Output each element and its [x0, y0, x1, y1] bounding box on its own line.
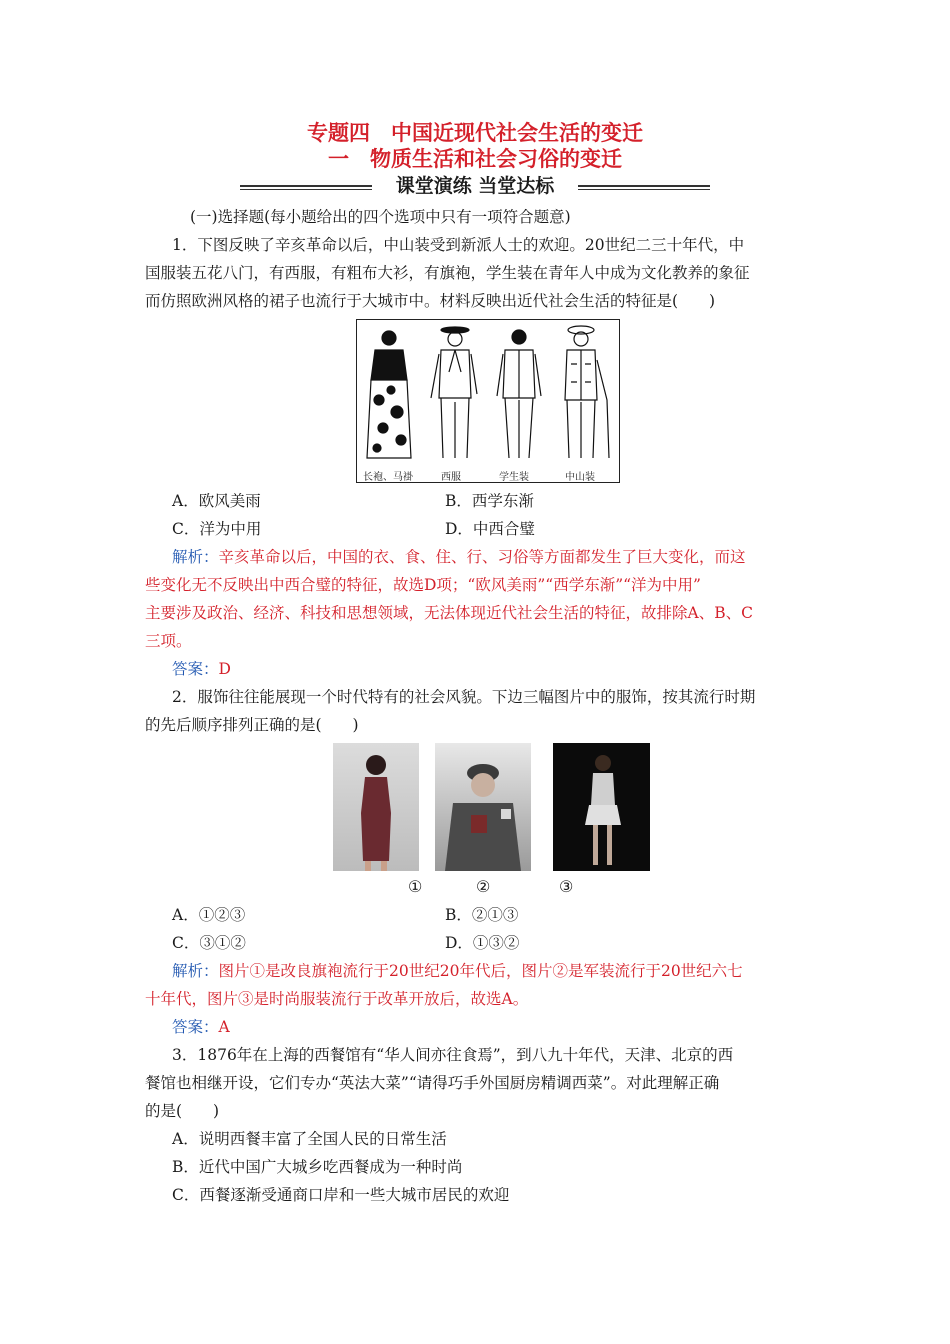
q1-line-1: 1．下图反映了辛亥革命以后，中山装受到新派人士的欢迎。20世纪二三十年代，中: [172, 236, 745, 254]
q1-option-a: A．欧风美雨: [172, 492, 261, 510]
q2-option-d: D．①③②: [445, 934, 520, 952]
photo-fashion: [553, 743, 650, 871]
banner-text: 课堂演练 当堂达标: [395, 175, 555, 197]
photo-number-1: ①: [408, 877, 423, 896]
military-figure-drawing: [435, 743, 531, 871]
figure-western-suit: [431, 327, 477, 458]
photo-military-uniform: [435, 743, 531, 871]
q2-analysis-label: 解析：: [172, 962, 219, 980]
q2-option-b: B．②①③: [445, 906, 519, 924]
photo-number-2: ②: [476, 877, 491, 896]
q1-analysis-line-2: 些变化无不反映出中西合璧的特征，故选D项；“欧风美雨”“西学东渐”“洋为中用”: [145, 576, 701, 594]
q1-line-2: 国服装五花八门，有西服，有粗布大衫，有旗袍，学生装在青年人中成为文化教养的象征: [145, 264, 750, 282]
clothing-figures-drawing: [357, 320, 619, 466]
q2-answer: [172, 1013, 810, 1041]
q2-answer-label: 答案：: [172, 1018, 219, 1036]
q1-answer: [172, 655, 810, 683]
q3-option-a: A．说明西餐丰富了全国人民的日常生活: [172, 1130, 447, 1148]
q2-analysis-text-1: 图片①是改良旗袍流行于20世纪20年代后，图片②是军装流行于20世纪六七: [218, 962, 743, 980]
banner-rule-left: [240, 185, 372, 187]
q3-line-3: 的是( ): [145, 1102, 220, 1120]
q3-option-b: B．近代中国广大城乡吃西餐成为一种时尚: [172, 1158, 463, 1176]
caption-student-suit: 学生装: [499, 472, 529, 483]
photo-qipao: [333, 743, 419, 871]
clothing-illustration: [356, 319, 620, 483]
q3-line-2: 餐馆也相继开设，它们专办“英法大菜”“请得巧手外国厨房精调西菜”。对此理解正确: [145, 1074, 720, 1092]
q2-analysis-line-2: 十年代，图片③是时尚服装流行于改革开放后，故选A。: [145, 990, 529, 1008]
q2-line-1: 2．服饰往往能展现一个时代特有的社会风貌。下边三幅图片中的服饰，按其流行时期: [172, 688, 756, 706]
q2-answer-value: A: [218, 1018, 230, 1036]
q1-answer-label: 答案：: [172, 660, 219, 678]
caption-zhongshan-suit: 中山装: [565, 472, 595, 483]
q1-analysis-line-4: 三项。: [145, 632, 192, 650]
q1-option-c: C．洋为中用: [172, 520, 262, 538]
q1-answer-value: D: [218, 660, 231, 678]
qipao-figure-drawing: [333, 743, 419, 871]
q2-option-a: A．①②③: [172, 906, 246, 924]
fashion-figure-drawing: [553, 743, 650, 871]
photo-number-3: ③: [559, 877, 574, 896]
q2-analysis-line-1: [172, 957, 810, 985]
q3-line-1: 3．1876年在上海的西餐馆有“华人间亦往食焉”，到八九十年代，天津、北京的西: [172, 1046, 734, 1064]
figure-student-suit: [497, 330, 541, 458]
figure-zhongshan-suit: [565, 326, 609, 458]
q1-line-3: 而仿照欧洲风格的裙子也流行于大城市中。材料反映出近代社会生活的特征是( ): [145, 292, 716, 310]
q1-option-b: B．西学东渐: [445, 492, 534, 510]
section-heading: (一)选择题(每小题给出的四个选项中只有一项符合题意): [190, 208, 571, 226]
q1-analysis-label: 解析：: [172, 548, 219, 566]
q2-line-2: 的先后顺序排列正确的是( ): [145, 716, 359, 734]
banner-rule-right: [578, 185, 710, 187]
section-banner: [240, 173, 710, 199]
figure-long-gown: [367, 331, 411, 458]
q1-option-d: D．中西合璧: [445, 520, 535, 538]
caption-western-suit: 西服: [441, 472, 461, 483]
topic-title: 专题四 中国近现代社会生活的变迁: [307, 121, 643, 145]
caption-long-gown: 长袍、马褂: [363, 472, 413, 483]
q1-analysis-text-1: 辛亥革命以后，中国的衣、食、住、行、习俗等方面都发生了巨大变化，而这: [218, 548, 746, 566]
q1-analysis-line-3: 主要涉及政治、经济、科技和思想领域，无法体现近代社会生活的特征，故排除A、B、C: [145, 604, 753, 622]
lesson-title: 一 物质生活和社会习俗的变迁: [328, 147, 622, 171]
q3-option-c: C．西餐逐渐受通商口岸和一些大城市居民的欢迎: [172, 1186, 510, 1204]
q1-analysis-line-1: [172, 543, 810, 571]
q2-option-c: C．③①②: [172, 934, 246, 952]
